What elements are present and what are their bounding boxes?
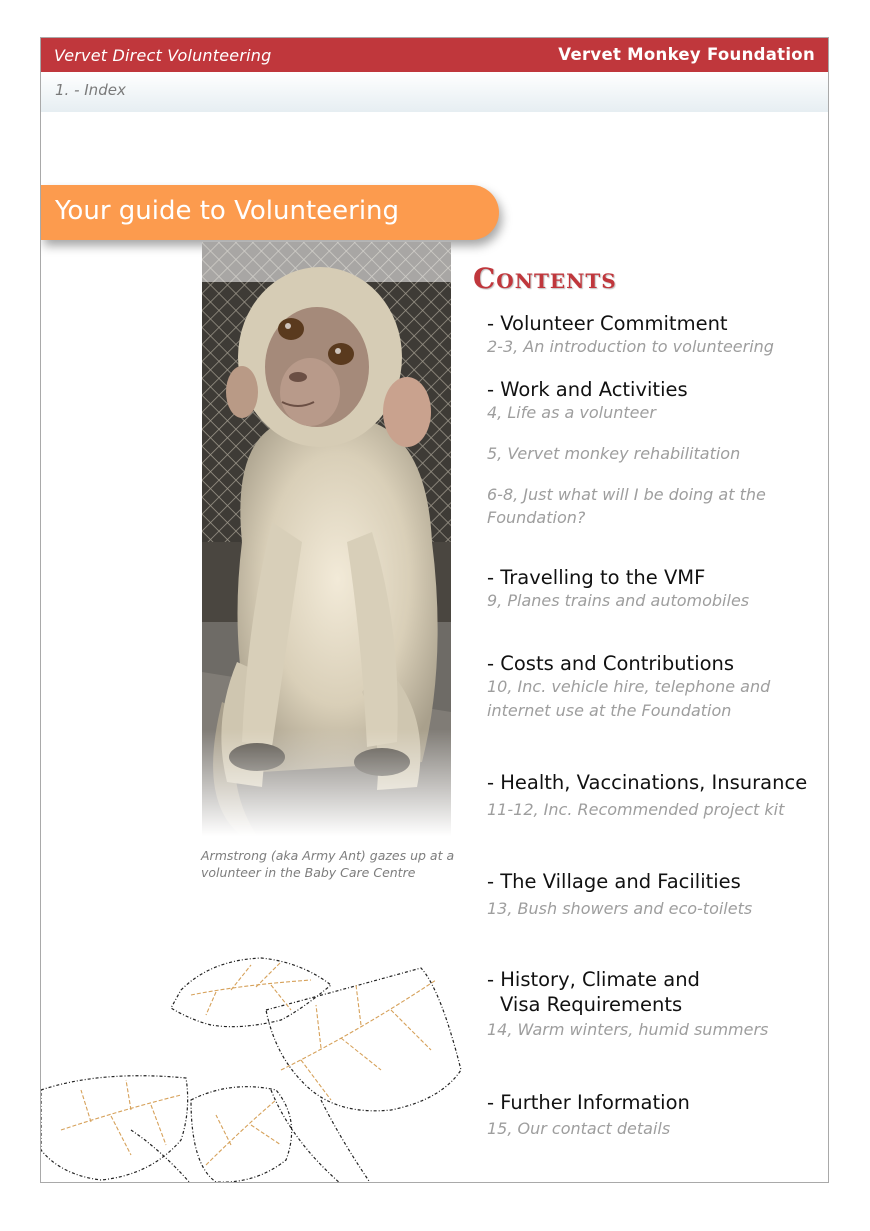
header-right-title: Vervet Monkey Foundation xyxy=(558,45,815,64)
page-frame xyxy=(40,37,829,1183)
toc-subitem: 14, Warm winters, humid summers xyxy=(487,1020,769,1039)
toc-costs: - Costs and Contributions xyxy=(487,652,735,675)
toc-history-line2: Visa Requirements xyxy=(500,993,683,1016)
guide-banner xyxy=(41,185,499,240)
toc-travelling: - Travelling to the VMF xyxy=(487,566,706,589)
toc-subitem: 13, Bush showers and eco-toilets xyxy=(487,899,753,918)
header-bar xyxy=(41,38,828,72)
toc-subitem: 10, Inc. vehicle hire, telephone and internet use at the Foundation xyxy=(487,677,771,720)
toc-village: - The Village and Facilities xyxy=(487,870,741,893)
toc-subitem: 6-8, Just what will I be doing at the Foundation? xyxy=(487,485,766,527)
toc-subitem: 5, Vervet monkey rehabilitation xyxy=(487,444,741,463)
header-left-title: Vervet Direct Volunteering xyxy=(54,46,272,65)
toc-health: - Health, Vaccinations, Insurance xyxy=(487,771,808,794)
photo-caption: Armstrong (aka Army Ant) gazes up at a volunteer in the Baby Care Centre xyxy=(201,848,455,880)
guide-banner-title: Your guide to Volunteering xyxy=(55,196,400,226)
toc-subitem: 9, Planes trains and automobiles xyxy=(487,591,750,610)
toc-volunteer-commitment: - Volunteer Commitment xyxy=(487,312,728,335)
toc-history-line1: - History, Climate and xyxy=(487,968,700,991)
monkey-photo xyxy=(202,242,451,836)
toc-subitem: 2-3, An introduction to volunteering xyxy=(487,337,774,356)
leaf-illustration xyxy=(41,950,471,1183)
toc-subitem: 4, Life as a volunteer xyxy=(487,403,656,422)
toc-further-information: - Further Information xyxy=(487,1091,690,1114)
contents-heading: Contents xyxy=(473,262,617,295)
page-index-label: 1. - Index xyxy=(55,81,126,99)
toc-subitem: 15, Our contact details xyxy=(487,1119,671,1138)
toc-work-and-activities: - Work and Activities xyxy=(487,378,688,401)
toc-subitem: 11-12, Inc. Recommended project kit xyxy=(487,800,785,819)
subheader-bar xyxy=(41,72,828,112)
